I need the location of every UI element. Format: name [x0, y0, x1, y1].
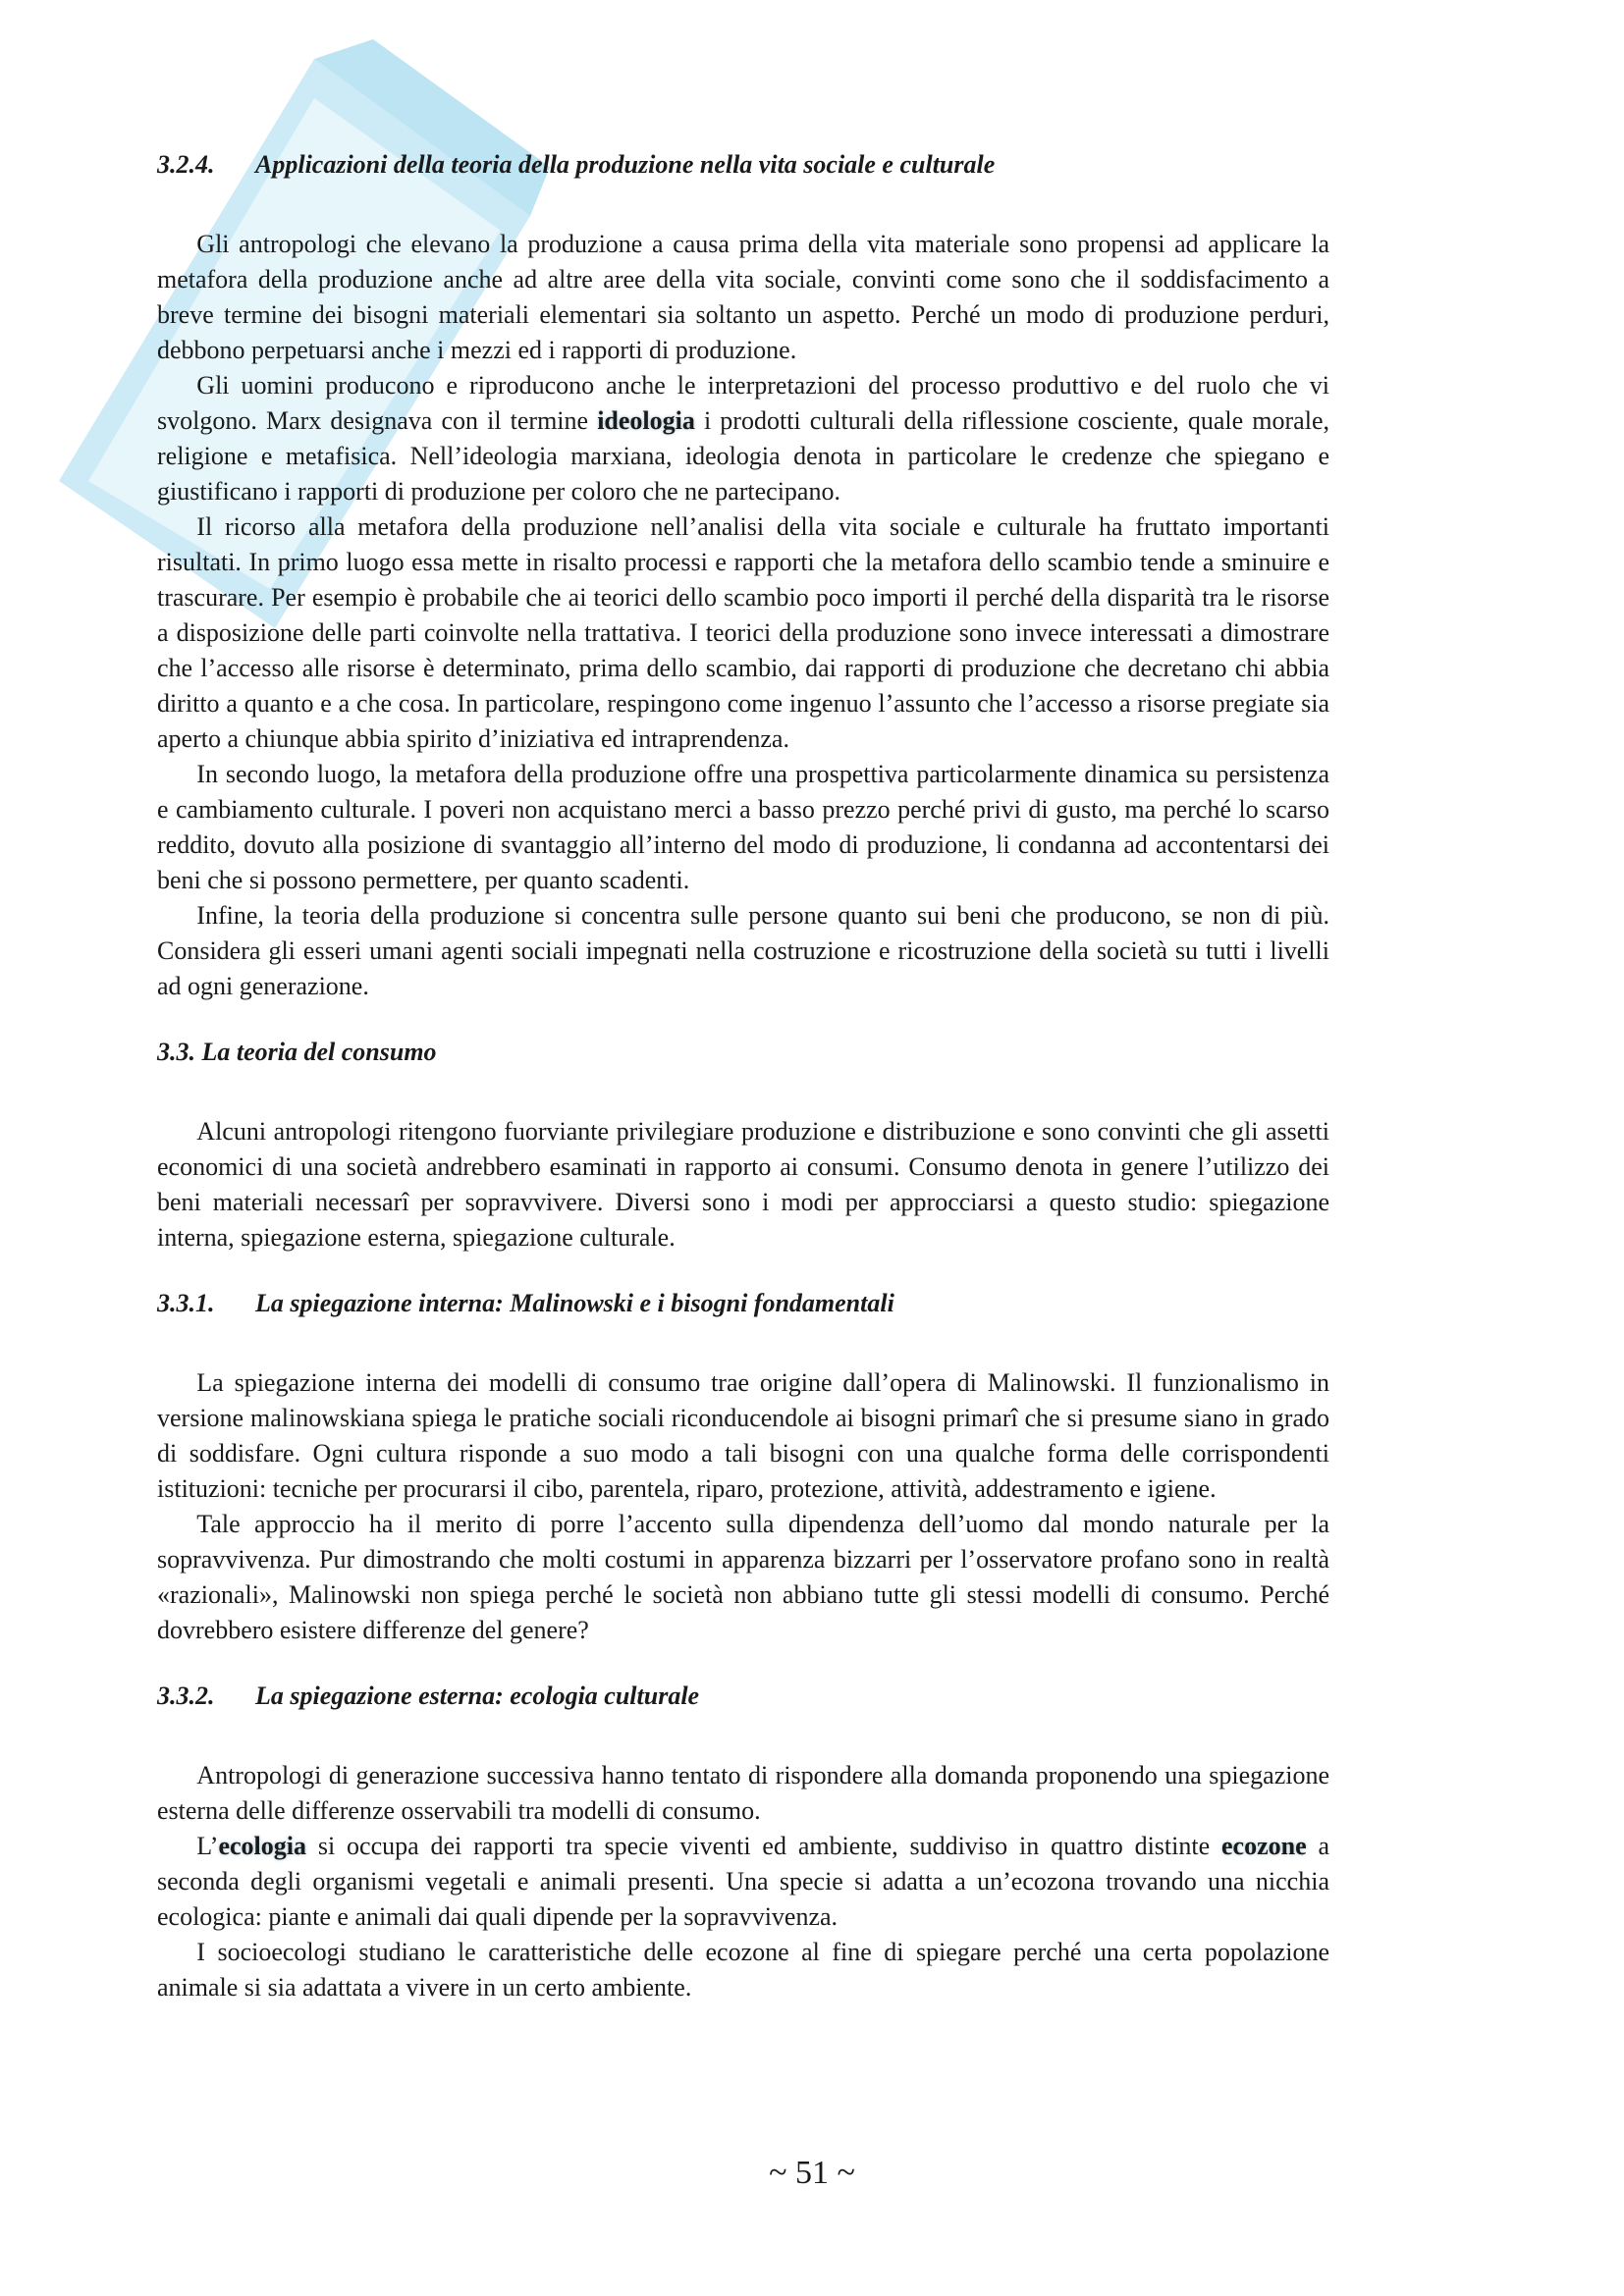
- paragraph: Infine, la teoria della produzione si concentra sulle persone quanto sui beni che producono, se non di più. Considera gli esseri umani agenti sociali impegnati nella costruzione e ricostruzione della società su tutti i livelli ad ogni generazione.: [157, 901, 1329, 1000]
- section-title: 3.3. La teoria del consumo: [157, 1038, 437, 1066]
- paragraph: L’ecologia si occupa dei rapporti tra specie viventi ed ambiente, suddiviso in quattro distinte ecozone a seconda degli organismi vegetali e animali presenti. Una specie si adatta a un’ecozona trovando una nicchia ecologica: piante e animali dai quali dipende per la sopravvivenza.: [157, 1832, 1330, 1931]
- section-heading-3-3: [157, 1035, 1329, 1070]
- page-content: [157, 147, 1329, 2005]
- paragraph: Gli antropologi che elevano la produzione a causa prima della vita materiale sono propensi ad applicare la metafora della produzione anche ad altre aree della vita sociale, convinti come sono che il soddisfacimento a breve termine dei bisogni materiali elementari sia soltanto un aspetto. Perché un modo di produzione perduri, debbono perpetuarsi anche i mezzi ed i rapporti di produzione.: [157, 230, 1329, 364]
- paragraph: In secondo luogo, la metafora della produzione offre una prospettiva particolarmente dinamica su persistenza e cambiamento culturale. I poveri non acquistano merci a basso prezzo perché privi di gusto, ma perché lo scarso reddito, dovuto alla posizione di svantaggio all’interno del modo di produzione, li condanna ad accontentarsi dei beni che si possono permettere, per quanto scadenti.: [157, 760, 1329, 894]
- section-heading-3-3-2: [157, 1679, 1329, 1714]
- section-number: 3.3.1.: [157, 1289, 215, 1317]
- highlighted-term[interactable]: ecologia: [218, 1832, 306, 1860]
- paragraph: I socioecologi studiano le caratteristiche delle ecozone al fine di spiegare perché una certa popolazione animale si sia adattata a vivere in un certo ambiente.: [157, 1938, 1329, 2002]
- section-title: La spiegazione esterna: ecologia culturale: [255, 1682, 700, 1710]
- page-number: ~ 51 ~: [769, 2155, 855, 2191]
- section-number: 3.2.4.: [157, 150, 215, 179]
- section-heading-3-2-4: [157, 147, 1329, 183]
- section-number: 3.3.2.: [157, 1682, 215, 1710]
- section-title: Applicazioni della teoria della produzione nella vita sociale e culturale: [255, 150, 996, 179]
- section-heading-3-3-1: [157, 1286, 1329, 1321]
- highlighted-term[interactable]: ecozone: [1220, 1832, 1307, 1860]
- highlighted-term[interactable]: ideologia: [597, 406, 695, 435]
- paragraph: La spiegazione interna dei modelli di consumo trae origine dall’opera di Malinowski. Il funzionalismo in versione malinowskiana spiega le pratiche sociali riconducendole ai bisogni primarî che si presume siano in grado di soddisfare. Ogni cultura risponde a suo modo a tali bisogni con una qualche forma delle corrispondenti istituzioni: tecniche per procurarsi il cibo, parentela, riparo, protezione, attività, addestramento e igiene.: [157, 1368, 1329, 1503]
- paragraph: Alcuni antropologi ritengono fuorviante privilegiare produzione e distribuzione e sono convinti che gli assetti economici di una società andrebbero esaminati in rapporto ai consumi. Consumo denota in genere l’utilizzo dei beni materiali necessarî per sopravvivere. Diversi sono i modi per approcciarsi a questo studio: spiegazione interna, spiegazione esterna, spiegazione culturale.: [157, 1117, 1329, 1252]
- paragraph: Antropologi di generazione successiva hanno tentato di rispondere alla domanda proponendo una spiegazione esterna delle differenze osservabili tra modelli di consumo.: [157, 1761, 1329, 1825]
- paragraph: Il ricorso alla metafora della produzione nell’analisi della vita sociale e culturale ha fruttato importanti risultati. In primo luogo essa mette in risalto processi e rapporti che la metafora dello scambio tende a sminuire e trascurare. Per esempio è probabile che ai teorici dello scambio poco importi il perché della disparità tra le risorse a disposizione delle parti coinvolte nella trattativa. I teorici della produzione sono invece interessati a dimostrare che l’accesso alle risorse è determinato, prima dello scambio, dai rapporti di produzione che decretano chi abbia diritto a quanto e a che cosa. In particolare, respingono come ingenuo l’assunto che l’accesso a risorse pregiate sia aperto a chiunque abbia spirito d’iniziativa ed intraprendenza.: [157, 512, 1329, 753]
- paragraph: Gli uomini producono e riproducono anche le interpretazioni del processo produttivo e del ruolo che vi svolgono. Marx designava con il termine ideologia i prodotti culturali della riflessione cosciente, quale morale, religione e metafisica. Nell’ideologia marxiana, ideologia denota in particolare le credenze che spiegano e giustificano i rapporti di produzione per coloro che ne partecipano.: [157, 371, 1329, 506]
- section-title: La spiegazione interna: Malinowski e i bisogni fondamentali: [255, 1289, 894, 1317]
- paragraph: Tale approccio ha il merito di porre l’accento sulla dipendenza dell’uomo dal mondo naturale per la sopravvivenza. Pur dimostrando che molti costumi in apparenza bizzarri per l’osservatore profano sono in realtà «razionali», Malinowski non spiega perché le società non abbiano tutte gli stessi modelli di consumo. Perché dovrebbero esistere differenze del genere?: [157, 1510, 1329, 1644]
